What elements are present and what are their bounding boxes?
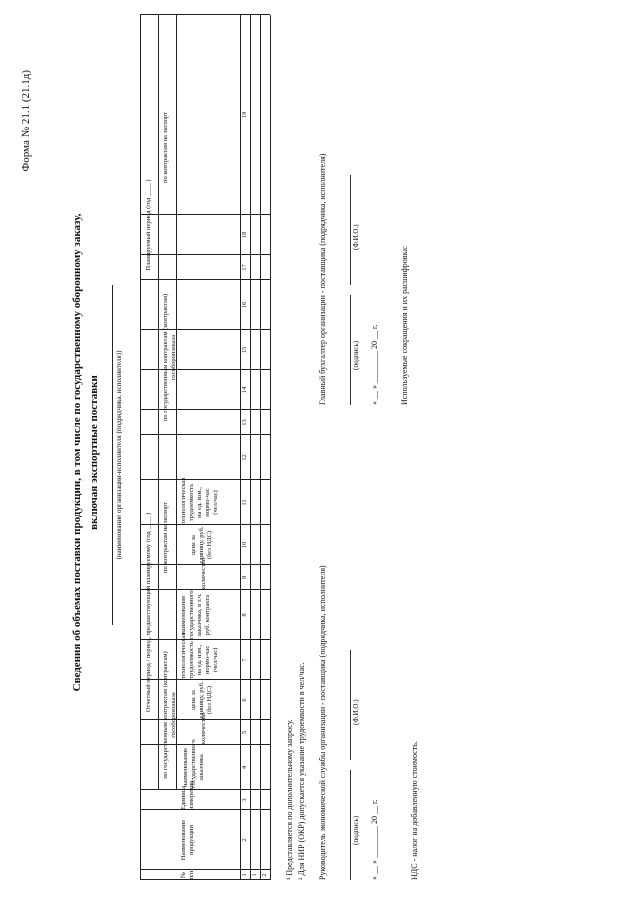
table-col-sep bbox=[140, 279, 270, 280]
fio-caption: (Ф.И.О.) bbox=[352, 699, 360, 725]
signature-accountant-title: Главный бухгалтер организации - поставщика (подрядчика, исполнителя) bbox=[318, 153, 327, 405]
header-unit: Единица измерения bbox=[180, 780, 195, 810]
table-col-sep bbox=[140, 369, 270, 370]
header-row-number: № п/п bbox=[180, 870, 195, 880]
table-col-edge bbox=[140, 14, 270, 15]
col-export-labor: технологическая трудоемкость на ед. изм., нормо-час (чел/час) bbox=[180, 477, 219, 524]
supply-table bbox=[140, 15, 270, 880]
signature-head-title: Руководитель экономической службы организации - поставщика (подрядчика, исполнителя) bbox=[318, 565, 327, 880]
document-title-line2: включая экспортные поставки bbox=[88, 375, 100, 530]
signature-line bbox=[350, 295, 351, 405]
col-number: 9 bbox=[241, 575, 248, 580]
table-col-sep bbox=[140, 589, 270, 590]
table-col-sep bbox=[140, 789, 270, 790]
col-number: 18 bbox=[241, 231, 248, 239]
signature-caption: (подпись) bbox=[352, 340, 360, 370]
col-number: 3 bbox=[241, 798, 248, 802]
col-number: 2 bbox=[241, 838, 248, 842]
table-col-sep bbox=[140, 524, 270, 525]
table-row-number: 2 bbox=[261, 873, 268, 877]
col-number: 5 bbox=[241, 730, 248, 735]
form-number: Форма № 21.1 (21.1д) bbox=[20, 70, 32, 172]
table-col-sep bbox=[140, 409, 270, 410]
header-planned-period: Планируемый период (год ____ ) bbox=[145, 179, 152, 271]
col-labor-intensity: технологическая трудоемкость на ед. изм., нормо-час (чел/час) bbox=[180, 632, 219, 679]
organization-name-line bbox=[112, 285, 113, 625]
col-export-customer: наименование государственного заказчика, в т.ч. руб. контракта bbox=[180, 590, 211, 639]
table-col-sep bbox=[140, 744, 270, 745]
table-col-sep bbox=[140, 809, 270, 810]
footnote-2: ² Для НИР (ОКР) допускается указание трудоемкости в чел/час. bbox=[297, 662, 306, 880]
table-row-number: 1 bbox=[251, 873, 258, 877]
table-border-bottom bbox=[270, 15, 271, 880]
table-line-row2 bbox=[260, 15, 261, 880]
header-state-contracts-reporting: по государственным контрактам (контрактам) гособоронзаказа bbox=[162, 651, 177, 779]
col-number: 17 bbox=[241, 264, 248, 271]
col-number: 7 bbox=[241, 658, 248, 662]
table-line-group bbox=[158, 15, 159, 790]
col-export-quantity: количество bbox=[200, 557, 207, 589]
col-number: 4 bbox=[241, 765, 248, 770]
col-number: 8 bbox=[241, 613, 248, 617]
footnote-1: ¹ Представляется по дополнительному запросу. bbox=[285, 719, 294, 880]
header-product-name: Наименование продукции bbox=[180, 819, 195, 861]
signature-date: « __ » ________ 20 __ г. bbox=[370, 324, 379, 405]
signature-date: « __ » ________ 20 __ г. bbox=[370, 799, 379, 880]
document-title-line1: Сведения об объемах поставки продукции, в том числе по государственному оборонному заказу, bbox=[71, 213, 83, 692]
table-col-sep bbox=[140, 679, 270, 680]
col-customer-name: наименование государственного заказчика bbox=[182, 739, 205, 788]
table-col-sep bbox=[140, 639, 270, 640]
col-number: 10 bbox=[241, 541, 248, 549]
col-number: 15 bbox=[241, 346, 248, 354]
col-quantity: количество bbox=[200, 712, 207, 744]
header-state-contracts-planned: по государственным контрактам (контрактам) гособоронзаказа bbox=[162, 293, 177, 422]
col-unit-price: цена за единицу, руб. (без НДС) bbox=[190, 681, 213, 719]
col-number: 12 bbox=[241, 454, 248, 461]
vat-note: НДС - налог на добавленную стоимость. bbox=[410, 741, 419, 880]
col-number: 14 bbox=[241, 386, 248, 394]
col-number: 6 bbox=[241, 698, 248, 702]
fio-line bbox=[350, 650, 351, 760]
abbreviations-note: Используемые сокращения и их расшифровка: bbox=[400, 245, 409, 405]
col-number: 13 bbox=[241, 419, 248, 426]
table-col-sep bbox=[140, 214, 270, 215]
table-col-sep bbox=[140, 329, 270, 330]
table-col-sep bbox=[140, 254, 270, 255]
signature-caption: (подпись) bbox=[352, 815, 360, 845]
header-export-reporting: по контрактам на экспорт bbox=[162, 502, 169, 573]
fio-line bbox=[350, 175, 351, 285]
fio-caption: (Ф.И.О.) bbox=[352, 224, 360, 250]
signature-line bbox=[350, 770, 351, 880]
col-export-price: цена за единицу, руб. (без НДС) bbox=[190, 526, 213, 564]
table-line-row1 bbox=[250, 15, 251, 880]
col-number: 19 bbox=[241, 111, 248, 119]
table-col-sep bbox=[140, 479, 270, 480]
organization-caption: (наименование организации-исполнителя (подрядчика, исполнителя)) bbox=[115, 350, 123, 560]
col-number: 11 bbox=[241, 499, 248, 506]
table-col-sep bbox=[140, 434, 270, 435]
header-reporting-period: Отчетный период / период, предшествующий планируемому (год ____ ) bbox=[145, 512, 152, 713]
table-border-top bbox=[140, 15, 141, 880]
col-number: 1 bbox=[241, 873, 248, 877]
col-number: 16 bbox=[241, 301, 248, 309]
header-export-planned: по контрактам на экспорт bbox=[162, 112, 169, 183]
